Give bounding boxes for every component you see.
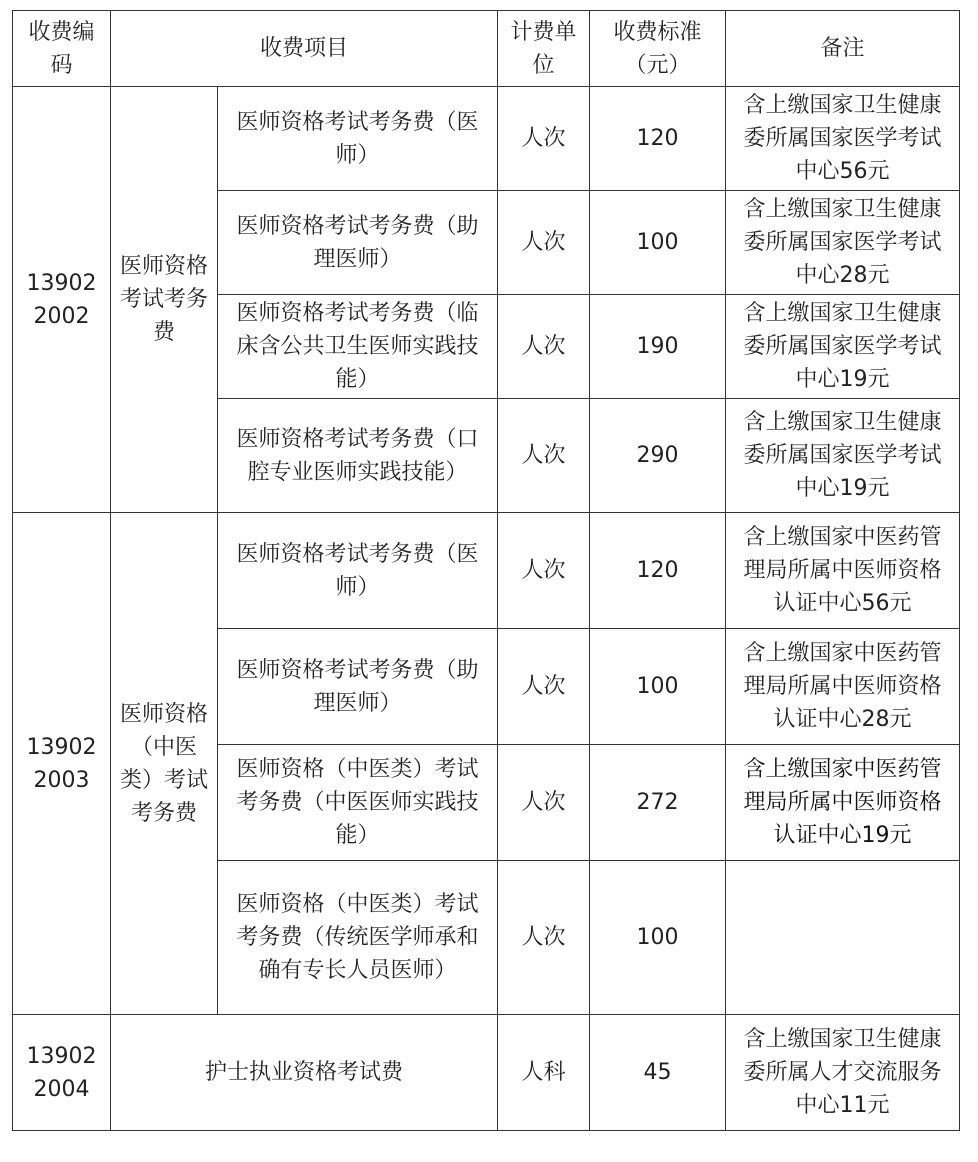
fee-note-cell: 含上缴国家卫生健康委所属人才交流服务中心11元 [726,1015,960,1131]
fee-item-cell: 医师资格（中医类）考试考务费（中医医师实践技能） [218,745,498,861]
table-row [13,87,960,191]
fee-code-cell: 13902 2004 [13,1015,111,1131]
header-note: 备注 [726,11,960,87]
fee-unit-cell: 人次 [498,861,590,1015]
fee-item-cell: 医师资格（中医类）考试考务费（传统医学师承和确有专长人员医师） [218,861,498,1015]
fee-price-cell: 100 [590,629,726,745]
fee-code-cell: 13902 2002 [13,87,111,513]
fee-unit-cell: 人次 [498,745,590,861]
table-row [13,513,960,629]
fee-item-cell: 医师资格考试考务费（口腔专业医师实践技能） [218,399,498,513]
table-header-row [13,11,960,87]
fee-note-cell: 含上缴国家中医药管理局所属中医师资格认证中心28元 [726,629,960,745]
fee-note-cell: 含上缴国家卫生健康委所属国家医学考试中心19元 [726,399,960,513]
fee-note-cell: 含上缴国家中医药管理局所属中医师资格认证中心19元 [726,745,960,861]
header-unit: 计费单位 [498,11,590,87]
fee-unit-cell: 人次 [498,295,590,399]
fee-note-cell [726,861,960,1015]
fee-note-cell: 含上缴国家卫生健康委所属国家医学考试中心28元 [726,191,960,295]
fee-item-cell: 医师资格考试考务费（医师） [218,87,498,191]
fee-unit-cell: 人次 [498,399,590,513]
fee-price-cell: 45 [590,1015,726,1131]
table-row [13,1015,960,1131]
fee-price-cell: 190 [590,295,726,399]
fee-note-cell: 含上缴国家中医药管理局所属中医师资格认证中心56元 [726,513,960,629]
fee-item-cell: 护士执业资格考试费 [111,1015,498,1131]
fee-price-cell: 100 [590,861,726,1015]
fee-price-cell: 272 [590,745,726,861]
fee-unit-cell: 人科 [498,1015,590,1131]
fee-price-cell: 290 [590,399,726,513]
fee-item-cell: 医师资格考试考务费（助理医师） [218,191,498,295]
header-code: 收费编码 [13,11,111,87]
header-standard: 收费标准（元） [590,11,726,87]
fee-item-cell: 医师资格考试考务费（临床含公共卫生医师实践技能） [218,295,498,399]
fee-price-cell: 120 [590,513,726,629]
fee-unit-cell: 人次 [498,629,590,745]
fee-category-cell: 医师资格考试考务费 [111,87,218,513]
fee-note-cell: 含上缴国家卫生健康委所属国家医学考试中心19元 [726,295,960,399]
fee-item-cell: 医师资格考试考务费（医师） [218,513,498,629]
fee-unit-cell: 人次 [498,87,590,191]
fee-unit-cell: 人次 [498,191,590,295]
fee-unit-cell: 人次 [498,513,590,629]
fee-table-container [12,10,960,1131]
fee-item-cell: 医师资格考试考务费（助理医师） [218,629,498,745]
fee-code-cell: 13902 2003 [13,513,111,1015]
fee-table [12,10,960,1131]
fee-category-cell: 医师资格（中医类）考试考务费 [111,513,218,1015]
header-item: 收费项目 [111,11,498,87]
fee-price-cell: 100 [590,191,726,295]
fee-price-cell: 120 [590,87,726,191]
fee-note-cell: 含上缴国家卫生健康委所属国家医学考试中心56元 [726,87,960,191]
